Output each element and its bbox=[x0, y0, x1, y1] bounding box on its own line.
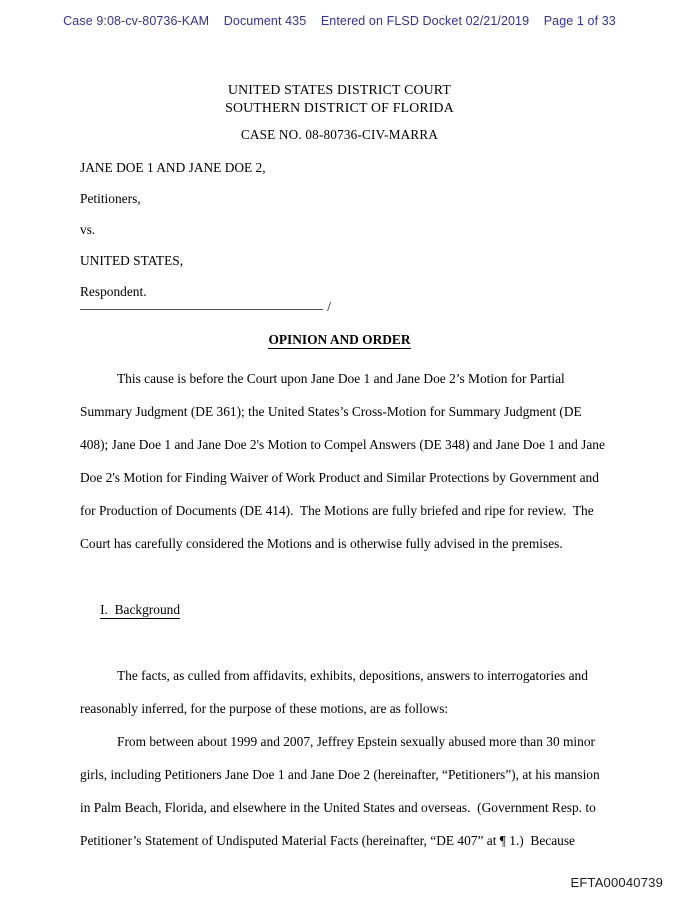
court-name-line-2: SOUTHERN DISTRICT OF FLORIDA bbox=[225, 100, 454, 115]
caption-divider-slash: / bbox=[327, 299, 331, 314]
ecf-header-stamp bbox=[0, 14, 679, 28]
caption-petitioner-names: JANE DOE 1 AND JANE DOE 2, bbox=[80, 160, 266, 175]
body-paragraph-3: From between about 1999 and 2007, Jeffrey Epstein sexually abused more than 30 minor girls, including Petitioners Jane Doe 1 and Jane Doe 2 (hereinafter, “Petitioners”), at his mansion in Palm Beach, Florida, and elsewhere in the United States and overseas. (Government Resp. to Petitioner’s Statement of Undisputed Material Facts (hereinafter, “DE 407” at ¶ 1.) Because bbox=[80, 734, 604, 848]
page-title-text: OPINION AND ORDER bbox=[268, 332, 411, 347]
caption-versus: vs. bbox=[80, 222, 96, 237]
document-body bbox=[80, 362, 609, 857]
ecf-docket-entry: Entered on FLSD Docket 02/21/2019 bbox=[320, 14, 530, 28]
caption-divider-line bbox=[80, 309, 323, 310]
bates-number: EFTA00040739 bbox=[570, 875, 663, 890]
section-heading-background-text: I. Background bbox=[100, 602, 181, 617]
case-caption-block bbox=[80, 159, 500, 314]
caption-divider bbox=[80, 299, 331, 315]
section-heading-background bbox=[80, 560, 605, 659]
ecf-page-number: Page 1 of 33 bbox=[543, 14, 616, 28]
caption-respondent-name: UNITED STATES, bbox=[80, 253, 184, 268]
court-name-line-1: UNITED STATES DISTRICT COURT bbox=[227, 82, 451, 97]
ecf-document-number: Document 435 bbox=[223, 14, 307, 28]
court-heading bbox=[0, 81, 679, 117]
case-number-line: CASE NO. 08-80736-CIV-MARRA bbox=[240, 127, 439, 142]
body-paragraph-1: This cause is before the Court upon Jane Doe 1 and Jane Doe 2’s Motion for Partial Summary Judgment (DE 361); the United States’s Cross-Motion for Summary Judgment (DE 408); Jane Doe 1 and Jane Doe 2's Motion to Compel Answers (DE 348) and Jane Doe 1 and Jane Doe 2's Motion for Finding Waiver of Work Product and Similar Protections by Government and for Production of Documents (DE 414). The Motions are fully briefed and ripe for review. The Court has carefully considered the Motions and is otherwise fully advised in the premises. bbox=[80, 371, 609, 551]
body-paragraph-2: The facts, as culled from affidavits, exhibits, depositions, answers to interrogatories and reasonably inferred, for the purpose of these motions, are as follows: bbox=[80, 668, 592, 716]
caption-respondent-label: Respondent. bbox=[80, 284, 147, 299]
page-title bbox=[0, 332, 679, 348]
ecf-case-number: Case 9:08-cv-80736-KAM bbox=[63, 14, 210, 28]
caption-petitioners-label: Petitioners, bbox=[80, 191, 141, 206]
